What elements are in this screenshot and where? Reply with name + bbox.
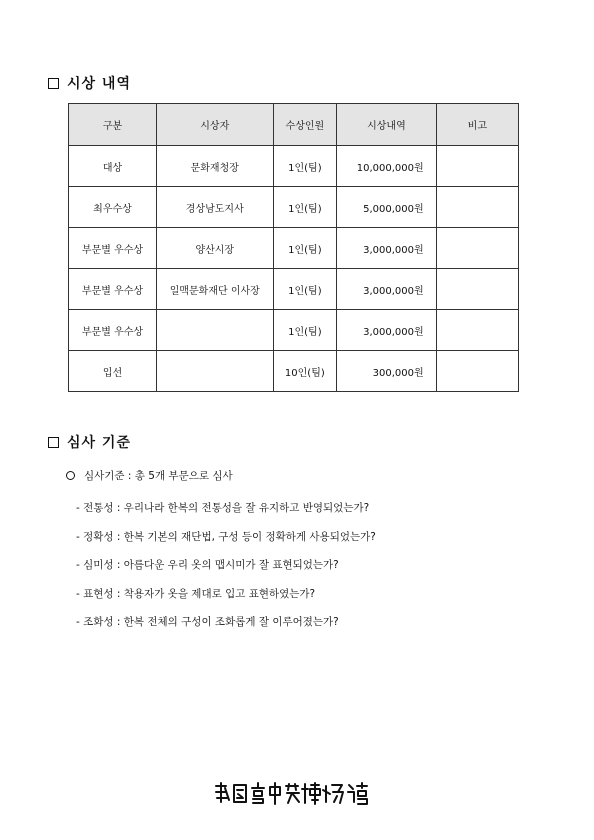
cell-presenter: 문화재청장 bbox=[157, 146, 274, 187]
criteria-item: - 조화성 : 한복 전체의 구성이 조화롭게 잘 이루어졌는가? bbox=[76, 616, 339, 628]
table-row bbox=[69, 269, 519, 310]
cell-prize: 3,000,000원 bbox=[337, 310, 436, 351]
square-bullet-icon bbox=[48, 437, 59, 448]
header-note: 비고 bbox=[436, 104, 518, 146]
table-row bbox=[69, 351, 519, 392]
cell-presenter: 양산시장 bbox=[157, 228, 274, 269]
cell-note bbox=[436, 310, 518, 351]
awards-table bbox=[68, 103, 519, 392]
table-header-row bbox=[69, 104, 519, 146]
awards-title-text: 시상 내역 bbox=[67, 76, 131, 92]
table-row bbox=[69, 228, 519, 269]
circle-bullet-icon bbox=[66, 471, 75, 480]
table-row bbox=[69, 310, 519, 351]
cell-note bbox=[436, 269, 518, 310]
cell-winners: 1인(팀) bbox=[273, 146, 337, 187]
cell-note bbox=[436, 351, 518, 392]
cell-winners: 1인(팀) bbox=[273, 228, 337, 269]
cell-prize: 300,000원 bbox=[337, 351, 436, 392]
cell-presenter: 일맥문화재단 이사장 bbox=[157, 269, 274, 310]
header-category: 구분 bbox=[69, 104, 157, 146]
header-winners: 수상인원 bbox=[273, 104, 337, 146]
cell-winners: 10인(팀) bbox=[273, 351, 337, 392]
cell-presenter bbox=[157, 310, 274, 351]
criteria-section-title bbox=[48, 432, 131, 452]
criteria-item: - 정확성 : 한복 기본의 재단법, 구성 등이 정확하게 사용되었는가? bbox=[76, 531, 376, 543]
cell-presenter bbox=[157, 351, 274, 392]
criteria-item: - 표현성 : 착용자가 옷을 제대로 입고 표현하였는가? bbox=[76, 588, 316, 600]
criteria-lead-text: 심사기준 : 총 5개 부문으로 심사 bbox=[84, 470, 233, 482]
criteria-item: - 심미성 : 아름다운 우리 옷의 맵시미가 잘 표현되었는가? bbox=[76, 559, 339, 571]
cell-presenter: 경상남도지사 bbox=[157, 187, 274, 228]
header-presenter: 시상자 bbox=[157, 104, 274, 146]
cell-prize: 10,000,000원 bbox=[337, 146, 436, 187]
cell-note bbox=[436, 187, 518, 228]
cell-category: 부문별 우수상 bbox=[69, 228, 157, 269]
museum-seal-logo bbox=[212, 780, 372, 806]
awards-section-title bbox=[48, 73, 131, 93]
cell-prize: 3,000,000원 bbox=[337, 228, 436, 269]
cell-category: 최우수상 bbox=[69, 187, 157, 228]
header-prize: 시상내역 bbox=[337, 104, 436, 146]
criteria-lead bbox=[66, 468, 233, 483]
cell-winners: 1인(팀) bbox=[273, 187, 337, 228]
cell-category: 대상 bbox=[69, 146, 157, 187]
criteria-item: - 전통성 : 우리나라 한복의 전통성을 잘 유지하고 반영되었는가? bbox=[76, 502, 370, 514]
cell-category: 부문별 우수상 bbox=[69, 310, 157, 351]
cell-category: 입선 bbox=[69, 351, 157, 392]
square-bullet-icon bbox=[48, 78, 59, 89]
cell-winners: 1인(팀) bbox=[273, 269, 337, 310]
cell-winners: 1인(팀) bbox=[273, 310, 337, 351]
cell-prize: 5,000,000원 bbox=[337, 187, 436, 228]
cell-note bbox=[436, 146, 518, 187]
cell-note bbox=[436, 228, 518, 269]
table-row bbox=[69, 187, 519, 228]
criteria-title-text: 심사 기준 bbox=[67, 435, 131, 451]
table-row bbox=[69, 146, 519, 187]
cell-prize: 3,000,000원 bbox=[337, 269, 436, 310]
cell-category: 부문별 우수상 bbox=[69, 269, 157, 310]
